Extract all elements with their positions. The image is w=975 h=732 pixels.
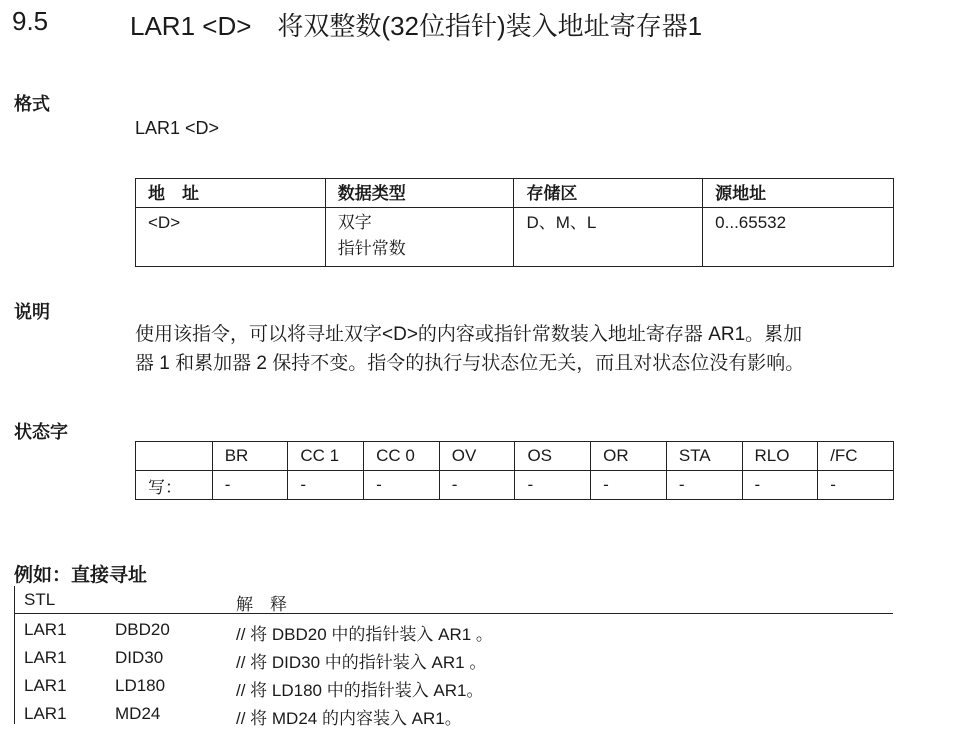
table-row [136,208,894,267]
code-row-2-op: LAR1 [24,648,67,667]
header-data-type: 数据类型 [325,179,514,208]
status-word-table [135,441,894,500]
format-instruction: LAR1 <D> [135,118,220,138]
code-row-1-operand: DBD20 [115,620,170,639]
data-type-line1: 双字 [337,213,372,232]
description-line1: 使用该指令，可以将寻址双字<D>的内容或指针常数装入地址寄存器 AR1。累加 [135,324,803,345]
code-row-4-operand: MD24 [115,704,161,723]
description-line2: 器 1 和累加器 2 保持不变。指令的执行与状态位无关，而且对状态位没有影响。 [135,353,805,374]
code-row-4-comment: // 将 MD24 的内容装入 AR1。 [236,709,462,728]
section-title: LAR1 <D> 将双整数(32位指针)装入地址寄存器1 [130,11,703,41]
operand-table [135,178,894,267]
example-header-stl: STL [24,590,56,609]
code-row-4-op: LAR1 [24,704,67,723]
status-header-cc0: CC 0 [364,442,440,471]
description-label: 说明 [14,302,50,322]
header-address: 地 址 [136,179,326,208]
status-write-row [136,471,894,500]
status-write-cc0: - [364,471,440,500]
status-header-rlo: RLO [742,442,818,471]
status-header-os: OS [515,442,591,471]
status-header-sta: STA [666,442,742,471]
status-header-cc1: CC 1 [288,442,364,471]
status-header-fc: /FC [818,442,894,471]
code-row-2-operand: DID30 [115,648,164,667]
header-source-address: 源地址 [703,179,894,208]
status-write-rlo: - [742,471,818,500]
example-header-rule [14,613,893,614]
cell-source-address: 0...65532 [703,208,894,267]
status-header-blank [136,442,213,471]
status-header-or: OR [591,442,667,471]
format-label: 格式 [14,94,50,114]
example-header-comment: 解 释 [236,595,287,614]
status-write-fc: - [818,471,894,500]
code-row-3-comment: // 将 LD180 中的指针装入 AR1。 [236,681,484,700]
example-left-rule [14,586,15,724]
data-type-line2: 指针常数 [337,239,406,258]
header-memory-area: 存储区 [514,179,703,208]
status-header-ov: OV [439,442,515,471]
status-write-or: - [591,471,667,500]
status-header-br: BR [212,442,288,471]
code-row-3-op: LAR1 [24,676,67,695]
section-number: 9.5 [12,6,49,36]
status-write-sta: - [666,471,742,500]
code-row-1-comment: // 将 DBD20 中的指针装入 AR1 。 [236,625,493,644]
status-write-label: 写： [136,471,213,500]
code-row-1-op: LAR1 [24,620,67,639]
status-write-cc1: - [288,471,364,500]
status-write-ov: - [439,471,515,500]
status-write-os: - [515,471,591,500]
code-row-3-operand: LD180 [115,676,166,695]
cell-data-type [325,208,514,267]
description-text [135,320,905,378]
status-word-label: 状态字 [14,422,68,442]
status-write-br: - [212,471,288,500]
operand-table-header [136,179,894,208]
cell-address: <D> [136,208,326,267]
code-row-2-comment: // 将 DID30 中的指针装入 AR1 。 [236,653,487,672]
cell-memory-area: D、M、L [514,208,703,267]
example-title: 例如：直接寻址 [14,565,148,586]
status-header-row [136,442,894,471]
